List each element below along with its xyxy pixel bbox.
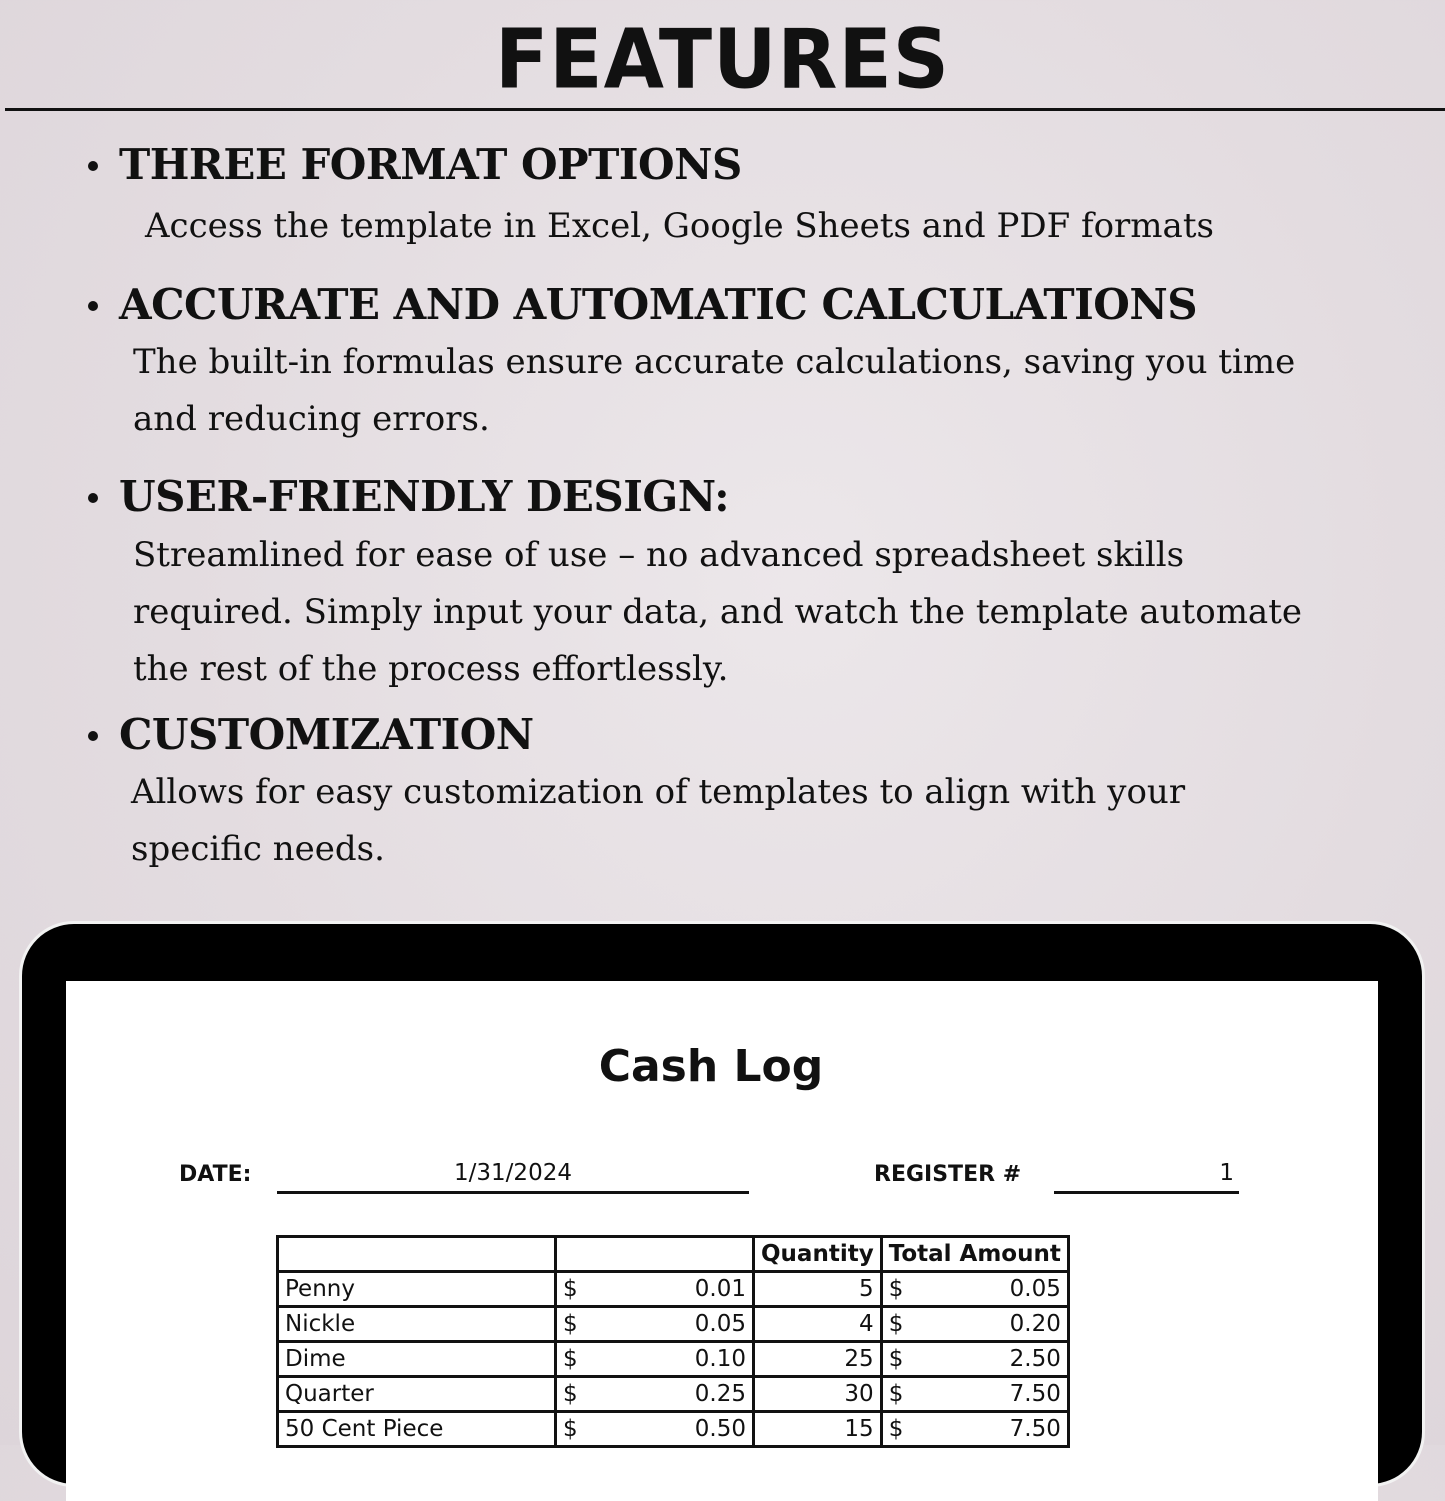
tablet-frame (22, 924, 1422, 1484)
table-header-row (278, 1237, 1069, 1272)
total-amount: 7.50 (1009, 1381, 1061, 1407)
feature-heading: CUSTOMIZATION (119, 710, 534, 759)
unit-value: 0.01 (694, 1276, 746, 1302)
currency-symbol: $ (563, 1416, 578, 1442)
feature-description: and reducing errors. (133, 399, 490, 439)
table-header-quantity: Quantity (754, 1237, 882, 1272)
table-row (278, 1377, 1069, 1412)
quantity: 4 (754, 1307, 882, 1342)
feature-description: Allows for easy customization of templates to align with your (131, 772, 1186, 812)
unit-value: 0.25 (694, 1381, 746, 1407)
feature-description: required. Simply input your data, and watch the template automate (133, 592, 1302, 632)
feature-description: The built-in formulas ensure accurate calculations, saving you time (133, 342, 1296, 382)
date-label: DATE: (179, 1162, 252, 1187)
currency-symbol: $ (888, 1381, 904, 1407)
bullet (84, 161, 102, 179)
table-header (556, 1237, 754, 1272)
total-amount: 7.50 (1009, 1416, 1061, 1442)
table-row (278, 1307, 1069, 1342)
feature-description: Access the template in Excel, Google Sheets and PDF formats (145, 206, 1214, 246)
unit-value: 0.05 (694, 1311, 746, 1337)
currency-symbol: $ (563, 1276, 578, 1302)
register-underline (1054, 1191, 1239, 1194)
total-amount: 0.05 (1009, 1276, 1061, 1302)
table-row (278, 1272, 1069, 1307)
table-header-total: Total Amount (881, 1237, 1068, 1272)
quantity: 15 (754, 1412, 882, 1447)
currency-symbol: $ (888, 1276, 904, 1302)
quantity: 30 (754, 1377, 882, 1412)
currency-symbol: $ (888, 1416, 904, 1442)
feature-heading: THREE FORMAT OPTIONS (119, 140, 742, 189)
currency-symbol: $ (888, 1311, 904, 1337)
table-row (278, 1342, 1069, 1377)
total-amount: 2.50 (1009, 1346, 1061, 1372)
quantity: 25 (754, 1342, 882, 1377)
feature-description: Streamlined for ease of use – no advanced spreadsheet skills (133, 535, 1185, 575)
table-header (278, 1237, 556, 1272)
date-value: 1/31/2024 (454, 1160, 572, 1186)
bullet (84, 731, 102, 749)
quantity: 5 (754, 1272, 882, 1307)
title-divider (5, 108, 1445, 111)
currency-symbol: $ (888, 1346, 904, 1372)
bullet (84, 493, 102, 511)
coin-name: Quarter (278, 1377, 556, 1412)
register-value: 1 (1219, 1160, 1234, 1186)
coin-name: Dime (278, 1342, 556, 1377)
register-label: REGISTER # (874, 1162, 1022, 1187)
feature-description: specific needs. (131, 829, 385, 869)
currency-symbol: $ (563, 1346, 578, 1372)
bullet (84, 301, 102, 319)
total-amount: 0.20 (1009, 1311, 1061, 1337)
date-underline (277, 1191, 749, 1194)
feature-heading: USER-FRIENDLY DESIGN: (119, 472, 730, 521)
coin-name: 50 Cent Piece (278, 1412, 556, 1447)
currency-symbol: $ (563, 1381, 578, 1407)
coin-name: Penny (278, 1272, 556, 1307)
unit-value: 0.10 (694, 1346, 746, 1372)
cash-log-table (276, 1235, 1070, 1448)
unit-value: 0.50 (694, 1416, 746, 1442)
tablet-screen (66, 981, 1378, 1501)
cash-log-title: Cash Log (598, 1041, 824, 1092)
feature-description: the rest of the process effortlessly. (133, 649, 729, 689)
currency-symbol: $ (563, 1311, 578, 1337)
page-title: FEATURES (495, 12, 950, 108)
table-row (278, 1412, 1069, 1447)
feature-heading: ACCURATE AND AUTOMATIC CALCULATIONS (119, 280, 1198, 329)
coin-name: Nickle (278, 1307, 556, 1342)
